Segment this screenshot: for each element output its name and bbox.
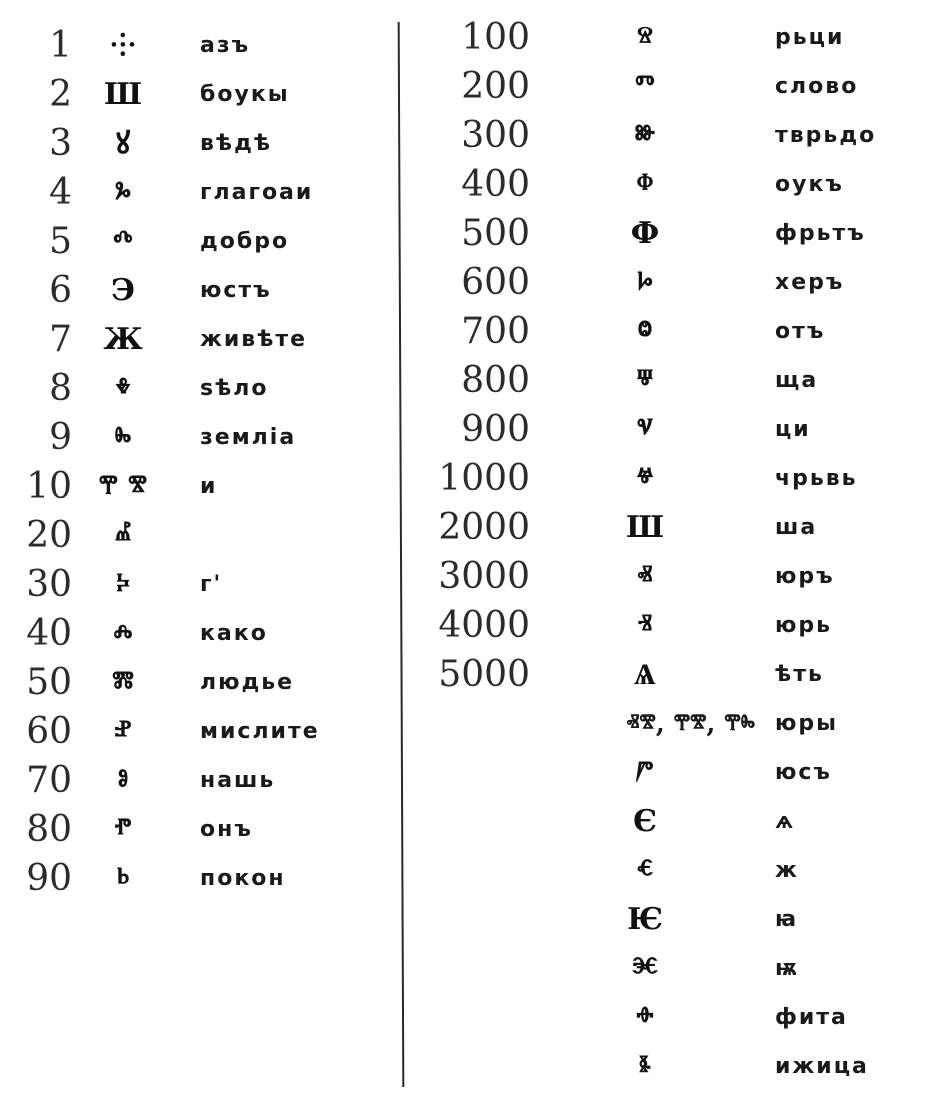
letter-name: юры (775, 711, 839, 736)
letter-glyph: ⱇ (636, 167, 654, 202)
numeral-value: 60 (26, 711, 72, 752)
table-row (0, 112, 930, 160)
numeral-value: 50 (26, 662, 72, 703)
table-row (0, 602, 930, 650)
numeral-value: 8 (49, 368, 72, 409)
letter-name: ша (775, 515, 818, 540)
letter-glyph: Ф (630, 216, 660, 251)
letter-glyph: ⱃ (116, 861, 130, 896)
numeral-value: 1000 (438, 458, 530, 499)
table-row (0, 406, 930, 454)
table-row (0, 651, 930, 699)
numeral-value: 70 (26, 760, 72, 801)
numeral-value: 2 (49, 74, 72, 115)
letter-glyph: ⱋ (636, 363, 654, 398)
numeral-value: 2000 (438, 507, 530, 548)
numeral-value: 100 (461, 17, 530, 58)
numeral-value: 4 (49, 172, 72, 213)
letter-glyph: ⱔ (637, 853, 653, 888)
table-row (0, 357, 930, 405)
numeral-value: 20 (26, 515, 72, 556)
letter-glyph: ⰿ (112, 665, 134, 700)
numeral-value: 7 (49, 319, 72, 360)
table-row (0, 455, 930, 503)
letter-glyph: ⱄ (637, 20, 653, 55)
numeral-value: 3 (49, 123, 72, 164)
letter-name: юсъ (775, 760, 832, 785)
numeral-value: 90 (26, 858, 72, 899)
letter-glyph: ⰼ (114, 518, 132, 553)
letter-name: чрьвь (775, 466, 858, 491)
numeral-value: 9 (49, 417, 72, 458)
letter-name: глагоаи (200, 180, 314, 205)
letter-glyph: ⱈ (637, 265, 653, 300)
numeral-value: 3000 (438, 556, 530, 597)
letter-glyph: ⱆ (634, 118, 656, 153)
letter-name: херъ (775, 270, 845, 295)
letter-name: слово (775, 74, 859, 99)
letter-name: г' (200, 572, 223, 597)
letter-glyph: ⱍ (636, 461, 654, 496)
letter-glyph: ⸭ (110, 28, 136, 63)
letter-name: фита (775, 1005, 848, 1030)
letter-glyph: ⱁ (117, 763, 129, 798)
letter-name: юръ (775, 564, 835, 589)
table-row (0, 1043, 930, 1091)
letter-name: ѧ (775, 809, 796, 834)
letter-glyph: Э (111, 273, 135, 308)
letter-glyph: ⱌ (637, 412, 653, 447)
numeral-value: 5 (49, 221, 72, 262)
numeral-value: 500 (461, 213, 530, 254)
table-row (0, 749, 930, 797)
letter-glyph: Є (633, 804, 657, 839)
letter-name: вѣдѣ (200, 131, 273, 156)
table-row (0, 259, 930, 307)
letter-glyph: ⰹ ⰺ (99, 469, 147, 504)
numeral-value: 300 (461, 115, 530, 156)
letter-glyph: ⱛ (639, 1049, 651, 1084)
table-row (0, 553, 930, 601)
letter-name: ѣть (775, 662, 824, 687)
numeral-value: 900 (461, 409, 530, 450)
letter-glyph: Ш (103, 77, 143, 112)
numeral-value: 30 (26, 564, 72, 605)
numeral-value: 1 (49, 25, 72, 66)
letter-glyph: Ѧ (634, 657, 656, 692)
table-row (0, 308, 930, 356)
table-row (0, 210, 930, 258)
letter-name: земліа (200, 425, 297, 450)
letter-glyph: ⱓ (636, 755, 654, 790)
letter-glyph: ⱐ (637, 608, 652, 643)
table-row (0, 798, 930, 846)
letter-name: тврьдо (775, 123, 877, 148)
table-row (0, 847, 930, 895)
letter-glyph: Ж (103, 322, 143, 357)
letter-glyph: ⰽ (116, 567, 130, 602)
letter-name: нашь (200, 768, 276, 793)
letter-name: оукъ (775, 172, 844, 197)
letter-glyph: Ѥ (627, 902, 663, 937)
letter-name: отъ (775, 319, 826, 344)
letter-name: фрьтъ (775, 221, 866, 246)
letter-glyph: ⰸ (114, 420, 132, 455)
table-row (0, 504, 930, 552)
letter-name: и (200, 474, 218, 499)
letter-glyph: ⱂ (114, 812, 132, 847)
numeral-value: 700 (461, 311, 530, 352)
letter-glyph: ⱚ (636, 1000, 654, 1035)
letter-name: мислите (200, 719, 320, 744)
letter-name: юстъ (200, 278, 272, 303)
letter-name: юрь (775, 613, 833, 638)
letter-name: азъ (200, 33, 251, 58)
letter-glyph: ꙋ (115, 126, 131, 161)
letter-glyph: ⱏⰺ, ⰹⰺ, ⰹⰸ (626, 709, 755, 739)
letter-glyph: ⱗ (632, 951, 658, 986)
letter-name: онъ (200, 817, 253, 842)
table-row (0, 896, 930, 944)
letter-glyph: ⱏ (637, 559, 653, 594)
letter-name: ижица (775, 1054, 869, 1079)
numeral-value: 10 (26, 466, 72, 507)
letter-name: ща (775, 368, 819, 393)
letter-name: како (200, 621, 268, 646)
letter-name: боукы (200, 82, 290, 107)
letter-name: ѭ (775, 956, 800, 981)
letter-name: ꙗ (775, 907, 799, 932)
letter-name: рьци (775, 25, 845, 50)
letter-glyph: ⰳ (115, 175, 131, 210)
numeral-value: 400 (461, 164, 530, 205)
table-row (0, 14, 930, 62)
numeral-value: 200 (461, 66, 530, 107)
letter-glyph: ⰴ (113, 224, 133, 259)
table-row (0, 945, 930, 993)
numeral-value: 5000 (438, 654, 530, 695)
numeral-value: 4000 (438, 605, 530, 646)
table-row (0, 63, 930, 111)
letter-name: ѕѣло (200, 376, 269, 401)
numeral-value: 80 (26, 809, 72, 850)
letter-glyph: ⱅ (635, 69, 655, 104)
letter-name: людье (200, 670, 295, 695)
letter-glyph: Ш (625, 510, 665, 545)
letter-name: ци (775, 417, 811, 442)
numeral-value: 40 (26, 613, 72, 654)
letter-glyph: ⰾ (113, 616, 133, 651)
letter-name: живѣте (200, 327, 308, 352)
table-row (0, 994, 930, 1042)
numeral-value: 800 (461, 360, 530, 401)
letter-glyph: ⱉ (638, 314, 652, 349)
letter-glyph: ⱀ (114, 714, 132, 749)
numeral-value: 6 (49, 270, 72, 311)
table-row (0, 161, 930, 209)
letter-name: покон (200, 866, 286, 891)
table-row (0, 700, 930, 748)
letter-name: ж (775, 858, 799, 883)
numeral-value: 600 (461, 262, 530, 303)
letter-name: добро (200, 229, 290, 254)
letter-glyph: ⰷ (115, 371, 131, 406)
